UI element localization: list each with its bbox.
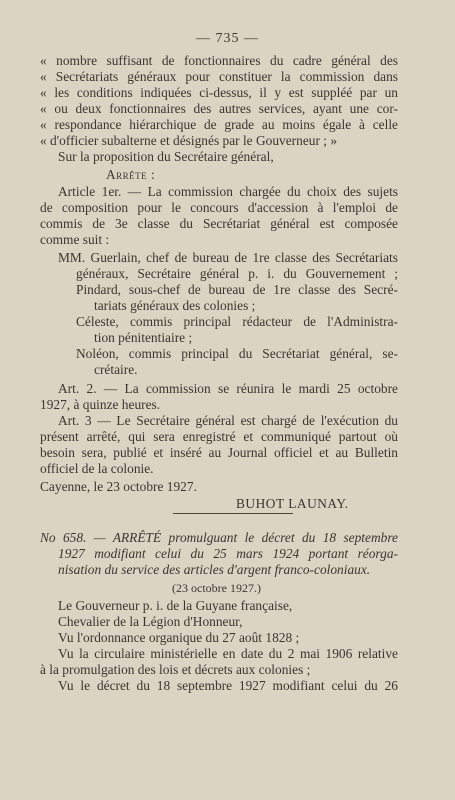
text-line: officiel de la colonie. [40, 461, 154, 476]
text-line: Article 1er. — La commission chargée du choix des sujets [58, 184, 398, 199]
page-number: — 735 — [196, 31, 259, 46]
text-line: « d'officier subalterne et désignés par le Gouverneur ; » [40, 133, 338, 148]
text-line: Vu le décret du 18 septembre 1927 modifiant celui du 26 [58, 678, 398, 693]
member-line: tariats généraux des colonies ; [94, 298, 256, 313]
text-line: 1927, à quinze heures. [40, 397, 161, 412]
text-line: Art. 2. — La commission se réunira le mardi 25 octobre [58, 381, 398, 396]
text-line: Art. 3 — Le Secrétaire général est chargé de l'exécution du [58, 413, 398, 428]
text-line: comme suit : [40, 232, 110, 247]
separator-rule [173, 513, 293, 514]
member-line: Pindard, sous-chef de bureau de 1re classe des Secré- [76, 282, 398, 297]
member-line: Céleste, commis principal rédacteur de l'Administra- [76, 314, 398, 329]
text-line: « Secrétariats généraux pour constituer la commission dans [40, 69, 398, 84]
decree-title-line: No 658. — ARRÊTÉ promulguant le décret du 18 septembre [40, 530, 398, 545]
text-line: « respondance hiérarchique de grade au moins égale à celle [40, 117, 398, 132]
member-line: MM. Guerlain, chef de bureau de 1re classe des Secrétariats [58, 250, 398, 265]
arrete-heading: Arrête : [106, 167, 156, 182]
member-line: généraux, Secrétaire général p. i. du Gouvernement ; [76, 266, 398, 281]
text-line: Vu l'ordonnance organique du 27 août 1828 ; [58, 630, 300, 645]
text-line: Le Gouverneur p. i. de la Guyane française, [58, 598, 293, 613]
decree-title-line: 1927 modifiant celui du 25 mars 1924 portant réorga- [58, 546, 398, 561]
decree-title-line: nisation du service des articles d'argent franco-coloniaux. [58, 562, 371, 577]
member-line: tion pénitentiaire ; [94, 330, 193, 345]
text-line: Sur la proposition du Secrétaire général, [58, 149, 274, 164]
text-line: présent arrêté, qui sera enregistré et communiqué partout où [40, 429, 398, 444]
text-line: Vu la circulaire ministérielle en date du 2 mai 1906 relative [58, 646, 398, 661]
text-line: « nombre suffisant de fonctionnaires du cadre général des [40, 53, 398, 68]
signature: BUHOT LAUNAY. [236, 496, 349, 511]
decree-date: (23 octobre 1927.) [172, 581, 261, 595]
text-line: « ou deux fonctionnaires des autres services, ayant une cor- [40, 101, 398, 116]
text-line: commis de 3e classe du Secrétariat général est composée [40, 216, 398, 231]
place-date: Cayenne, le 23 octobre 1927. [40, 479, 197, 494]
text-line: à la promulgation des lois et décrets aux colonies ; [40, 662, 311, 677]
text-line: besoin sera, publié et inséré au Journal officiel et au Bulletin [40, 445, 398, 460]
text-line: de composition pour le concours d'accession à l'emploi de [40, 200, 398, 215]
text-line: « les conditions indiquées ci-dessus, il y est suppléé par un [40, 85, 398, 100]
text-line: Chevalier de la Légion d'Honneur, [58, 614, 243, 629]
member-line: crétaire. [94, 362, 138, 377]
member-line: Noléon, commis principal du Secrétariat général, se- [76, 346, 398, 361]
